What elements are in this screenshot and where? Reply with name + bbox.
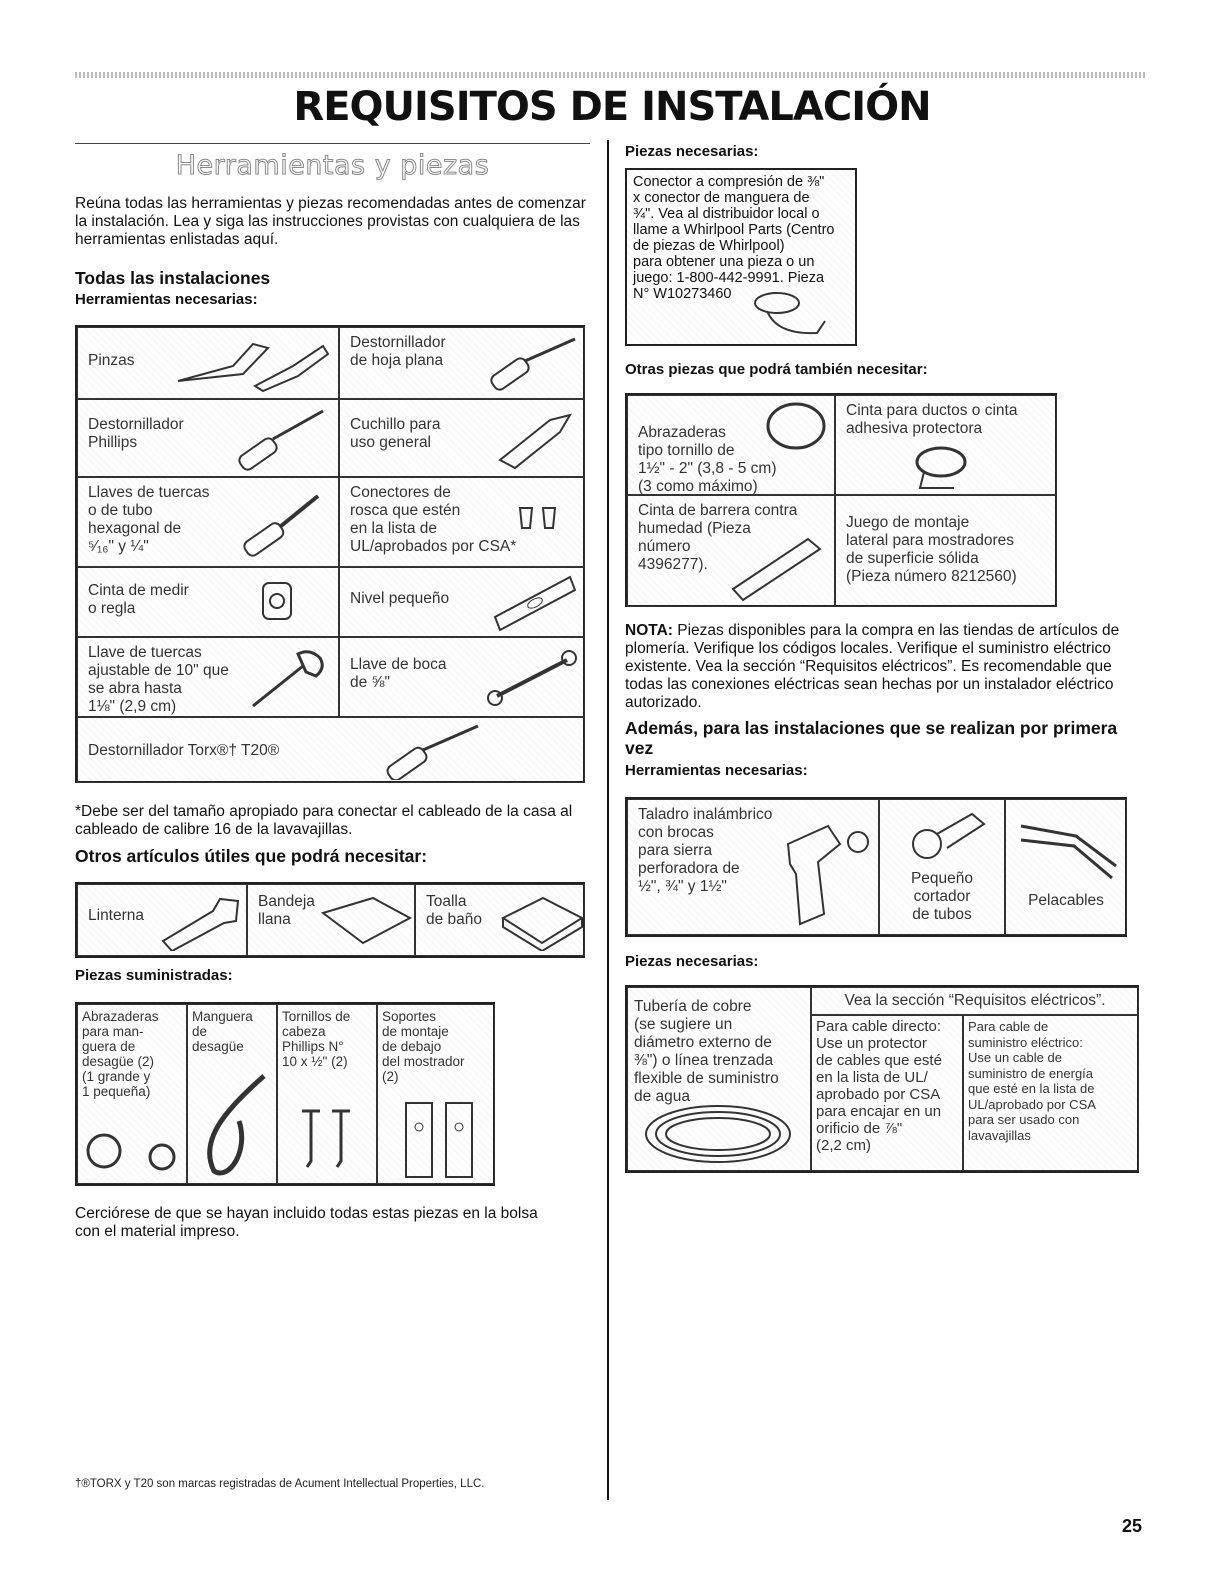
- part-label: 10 x ½" (2): [282, 1054, 348, 1069]
- power-cord-text: Use un cable de: [968, 1050, 1062, 1065]
- tool-label: para sierra: [638, 842, 713, 859]
- tool-label: Llave de tuercas: [88, 644, 202, 661]
- item-flat-pan: [247, 884, 415, 956]
- tool-phillips-screwdriver: [77, 399, 339, 477]
- tool-label: Llave de boca: [350, 656, 447, 673]
- screwdriver-icon: [480, 336, 580, 394]
- part-label: 1 pequeña): [82, 1084, 151, 1099]
- tool-wire-connectors: [339, 477, 585, 567]
- power-cord-text: que esté en la lista de: [968, 1081, 1095, 1096]
- tool-label: o de tubo: [88, 502, 153, 519]
- power-cord-text: suministro eléctrico:: [968, 1034, 1083, 1050]
- tool-label: de ⅝": [350, 674, 390, 691]
- tool-label: Cinta de medir: [88, 582, 189, 599]
- supplied-parts-label: Piezas suministradas:: [75, 967, 233, 984]
- adjustable-wrench-icon: [248, 644, 333, 714]
- note-paragraph: [625, 622, 1120, 712]
- level-icon: [490, 572, 580, 632]
- part-label: Manguera: [192, 1009, 253, 1024]
- other-parts-grid: [625, 393, 1057, 607]
- part-label: para man-: [82, 1024, 144, 1039]
- tool-label: Pinzas: [88, 352, 135, 369]
- screw-icon: [298, 1105, 358, 1175]
- subheading-all-installs: Todas las instalaciones: [75, 268, 271, 288]
- part-label: Tornillos de: [282, 1009, 351, 1024]
- tool-label: Cuchillo para: [350, 416, 441, 433]
- tool-flat-screwdriver: [339, 327, 585, 399]
- tool-torx-screwdriver: [77, 717, 585, 783]
- part-label: Cinta de barrera contra: [638, 502, 798, 519]
- part-label: de debajo: [382, 1039, 442, 1054]
- tools-footnote: *Debe ser del tamaño apropiado para conectar el cableado de la casa al cableado de calibre 16 de la lavavajillas.: [75, 803, 573, 838]
- drill-icon: [778, 814, 878, 932]
- tools-grid: [75, 325, 585, 783]
- part-label: desagüe (2): [82, 1054, 155, 1069]
- tool-cordless-drill: [627, 799, 879, 935]
- utility-knife-icon: [490, 410, 580, 470]
- part-label: Cinta para ductos o cinta: [846, 402, 1018, 419]
- wire-nut-icon: [515, 504, 565, 534]
- tool-label: se abra hasta: [88, 680, 182, 697]
- direct-wire-text: Use un protector: [816, 1035, 927, 1052]
- intro-paragraph: Reúna todas las herramientas y piezas recomendadas antes de comenzar la instalación. Lea y siga las instrucciones provistas con cualquiera de las herramientas enlistadas aquí.: [75, 195, 586, 248]
- useful-items-heading: Otros artículos útiles que podrá necesitar:: [75, 846, 428, 866]
- towel-icon: [498, 893, 586, 951]
- parts-needed-grid: [625, 985, 1139, 1173]
- tool-label: cortador: [913, 888, 971, 905]
- direct-wire-text: de cables que esté: [816, 1052, 942, 1069]
- connector-box: [625, 168, 857, 346]
- direct-wire-text: para encajar en un: [816, 1103, 942, 1120]
- tool-label: Taladro inalámbrico: [638, 806, 773, 823]
- part-label: tipo tornillo de: [638, 442, 735, 459]
- power-cord-cell: [963, 1015, 1139, 1171]
- part-label: (2): [382, 1069, 399, 1084]
- flashlight-icon: [158, 891, 248, 951]
- tool-label: UL/aprobados por CSA*: [350, 538, 517, 555]
- tool-label: de tubos: [912, 906, 972, 923]
- first-time-tools-grid: [625, 797, 1127, 937]
- first-time-tools-label: Herramientas necesarias:: [625, 762, 808, 779]
- part-label: (3 como máximo): [638, 478, 758, 495]
- parts-needed-label: Piezas necesarias:: [625, 143, 759, 160]
- part-label: ⅜") o línea trenzada: [634, 1052, 774, 1069]
- copper-coil-icon: [638, 1100, 798, 1168]
- connector-text: x conector de manguera de: [633, 190, 810, 206]
- tool-small-level: [339, 567, 585, 637]
- connector-text: juego: 1-800-442-9991. Pieza: [633, 270, 825, 286]
- item-label: de baño: [426, 911, 483, 928]
- part-label: Phillips N°: [282, 1039, 344, 1054]
- page-number: 25: [1121, 1516, 1142, 1536]
- connector-text: Conector a compresión de ⅜": [633, 174, 825, 190]
- part-label: 1½" - 2" (3,8 - 5 cm): [638, 460, 777, 477]
- tool-wire-stripper: [1005, 799, 1127, 935]
- power-cord-text: Para cable de: [968, 1019, 1049, 1034]
- top-decorative-rule: [75, 72, 1145, 78]
- tool-open-end-wrench: [339, 637, 585, 717]
- tool-label: Pelacables: [1028, 892, 1104, 909]
- part-label: Soportes: [382, 1009, 437, 1024]
- part-drain-hose: [187, 1004, 277, 1184]
- pliers-icon: [173, 336, 333, 394]
- tool-nut-drivers: [77, 477, 339, 567]
- tool-label: de hoja plana: [350, 352, 444, 369]
- part-mounting-brackets: [377, 1004, 495, 1184]
- connector-text: ¾". Vea al distribuidor local o: [633, 206, 820, 222]
- direct-wire-text: orificio de ⅞": [816, 1120, 903, 1137]
- direct-wire-text: aprobado por CSA: [816, 1086, 941, 1103]
- connector-icon: [747, 285, 847, 345]
- part-label: Juego de montaje: [846, 514, 970, 531]
- tool-label: ½", ¾" y 1½": [638, 878, 727, 895]
- part-label: de montaje: [382, 1024, 449, 1039]
- tape-roll-icon: [906, 440, 976, 494]
- tool-label: ⁵⁄₁₆" y ¼": [88, 538, 149, 555]
- tool-label: Phillips: [88, 434, 138, 451]
- tape-measure-icon: [258, 578, 298, 626]
- item-label: Linterna: [88, 907, 145, 924]
- tool-label: Nivel pequeño: [350, 590, 450, 607]
- part-label: diámetro externo de: [634, 1034, 772, 1051]
- power-cord-text: suministro de energía: [968, 1065, 1094, 1081]
- tool-label: con brocas: [638, 824, 714, 841]
- pan-icon: [318, 893, 413, 951]
- item-flashlight: [77, 884, 247, 956]
- tool-tube-cutter: [879, 799, 1005, 935]
- open-end-wrench-icon: [485, 648, 580, 708]
- tool-tape-measure: [77, 567, 339, 637]
- other-parts-label: Otras piezas que podrá también necesitar:: [625, 361, 928, 378]
- direct-wire-text: (2,2 cm): [816, 1137, 872, 1154]
- part-label: de agua: [634, 1088, 691, 1105]
- electrical-requirements-header: Vea la sección “Requisitos eléctricos”.: [811, 987, 1139, 1015]
- nut-driver-icon: [233, 484, 328, 564]
- part-label: de: [192, 1024, 208, 1039]
- part-label: guera de: [82, 1039, 136, 1054]
- part-label: humedad (Pieza: [638, 520, 751, 537]
- trademark-footnote: †®TORX y T20 son marcas registradas de Acument Intellectual Properties, LLC.: [75, 1478, 485, 1490]
- direct-wire-text: en la lista de UL/: [816, 1069, 928, 1086]
- part-screw-clamps: [627, 395, 835, 495]
- item-label: Toalla: [426, 893, 467, 910]
- tool-label: Llaves de tuercas: [88, 484, 210, 501]
- direct-wire-text: Para cable directo:: [816, 1018, 942, 1035]
- tube-cutter-icon: [902, 804, 992, 866]
- part-label: (Pieza número 8212560): [846, 568, 1017, 585]
- tool-label: en la lista de: [350, 520, 438, 537]
- column-divider: [607, 140, 609, 1500]
- page-title: REQUISITOS DE INSTALACIÓN: [293, 84, 931, 130]
- part-label: adhesiva protectora: [846, 420, 983, 437]
- parts-needed-label-2: Piezas necesarias:: [625, 953, 759, 970]
- first-time-heading: Además, para las instalaciones que se realizan por primera vez: [625, 718, 1118, 758]
- part-label: flexible de suministro: [634, 1070, 779, 1087]
- part-label: Tubería de cobre: [634, 998, 752, 1015]
- tool-adjustable-wrench: [77, 637, 339, 717]
- part-label: lateral para mostradores: [846, 532, 1014, 549]
- part-label: del mostrador: [382, 1054, 465, 1069]
- tool-label: ajustable de 10" que: [88, 662, 229, 679]
- wire-stripper-icon: [1016, 806, 1122, 886]
- part-duct-tape: [835, 395, 1057, 495]
- part-label: Abrazaderas: [82, 1009, 159, 1024]
- tool-label: hexagonal de: [88, 520, 182, 537]
- note-text: Piezas disponibles para la compra en las tiendas de artículos de plomería. Verifique los códigos locales. Verifique el suministro eléctrico existente. Vea la sección “Requisitos eléctricos”. Es recomendable que todas las conexiones eléctricas sean hechas por un instalador eléctrico autorizado.: [625, 622, 1120, 711]
- direct-wire-cell: [811, 1015, 963, 1171]
- hose-clamp-icon: [762, 398, 832, 454]
- section-rule: [75, 143, 590, 144]
- closing-paragraph: Cerciórese de que se hayan incluido todas estas piezas en la bolsa con el material impreso.: [75, 1205, 538, 1240]
- torx-screwdriver-icon: [378, 722, 488, 780]
- section-heading: Herramientas y piezas: [175, 150, 490, 181]
- part-label: cabeza: [282, 1024, 326, 1039]
- item-towel: [415, 884, 585, 956]
- connector-text: de piezas de Whirlpool): [633, 238, 785, 254]
- tool-label: uso general: [350, 434, 432, 451]
- item-label: Bandeja: [258, 893, 315, 910]
- tool-pliers: [77, 327, 339, 399]
- part-label: (1 grande y: [82, 1069, 151, 1084]
- part-label: número: [638, 538, 691, 555]
- power-cord-text: UL/aprobado por CSA: [968, 1096, 1096, 1112]
- note-label: NOTA:: [625, 622, 673, 639]
- clamp-icon: [82, 1123, 184, 1181]
- part-side-mount-kit: [835, 495, 1057, 607]
- drain-hose-icon: [194, 1071, 274, 1181]
- tool-label: Pequeño: [910, 870, 974, 887]
- part-label: desagüe: [192, 1039, 244, 1054]
- barrier-tape-icon: [728, 534, 828, 604]
- tool-label: Destornillador: [350, 334, 446, 351]
- tool-label: Destornillador: [88, 416, 184, 433]
- tool-label: o regla: [88, 600, 136, 617]
- part-label: (se sugiere un: [634, 1016, 733, 1033]
- phillips-screwdriver-icon: [228, 406, 328, 472]
- tool-label: rosca que estén: [350, 502, 461, 519]
- tool-label: Destornillador Torx®† T20®: [88, 742, 280, 759]
- power-cord-text: para ser usado con: [968, 1112, 1080, 1127]
- tool-label: perforadora de: [638, 860, 740, 877]
- bracket-icon: [402, 1097, 482, 1181]
- item-label: llana: [258, 911, 291, 928]
- connector-text: N° W10273460: [633, 286, 732, 302]
- tool-label: Conectores de: [350, 484, 451, 501]
- part-label: 4396277).: [638, 556, 708, 573]
- useful-items-grid: [75, 882, 585, 958]
- part-copper-tubing: [627, 987, 811, 1171]
- part-label: de superficie sólida: [846, 550, 979, 567]
- connector-text: para obtener una pieza o un: [633, 254, 815, 270]
- part-drain-clamps: [77, 1004, 187, 1184]
- part-label: Abrazaderas: [638, 424, 726, 441]
- tools-label: Herramientas necesarias:: [75, 291, 258, 308]
- part-moisture-tape: [627, 495, 835, 607]
- tool-utility-knife: [339, 399, 585, 477]
- supplied-parts-grid: [75, 1002, 495, 1186]
- part-phillips-screws: [277, 1004, 377, 1184]
- power-cord-text: lavavajillas: [968, 1127, 1031, 1143]
- tool-label: 1⅛" (2,9 cm): [88, 698, 177, 715]
- connector-text: llame a Whirlpool Parts (Centro: [633, 222, 835, 238]
